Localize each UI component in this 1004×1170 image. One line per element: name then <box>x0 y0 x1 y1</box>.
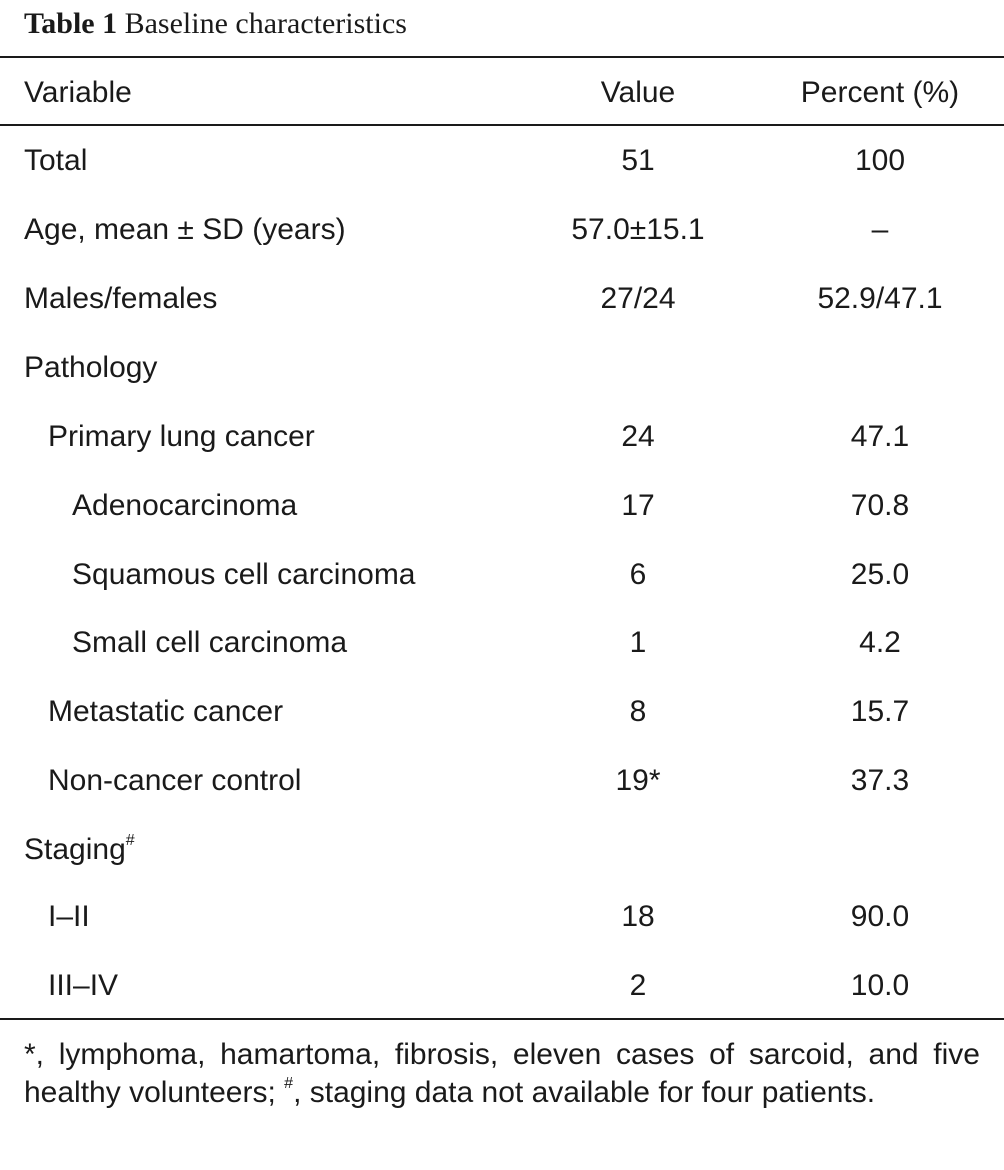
table-row <box>0 815 1004 884</box>
row-value: 51 <box>621 144 655 177</box>
table-row <box>0 195 1004 264</box>
table-row <box>0 471 1004 540</box>
table-caption-label: Table 1 <box>24 7 118 40</box>
row-variable: Primary lung cancer <box>48 420 315 453</box>
row-value: 6 <box>629 558 647 591</box>
row-percent: 90.0 <box>850 900 910 933</box>
table-row <box>0 677 1004 746</box>
row-variable: Small cell carcinoma <box>72 626 348 659</box>
row-variable: Adenocarcinoma <box>72 489 298 522</box>
row-value: 2 <box>629 969 647 1002</box>
row-value: 1 <box>629 626 647 659</box>
footnote-text-part1: *, lymphoma, hamartoma, fibrosis, eleven cases of sarcoid, and five healthy volunteers; <box>24 1038 980 1109</box>
header-variable: Variable <box>24 76 132 109</box>
table-row <box>0 882 1004 951</box>
row-value: 24 <box>621 420 655 453</box>
row-value: 27/24 <box>600 282 676 315</box>
table-row <box>0 540 1004 609</box>
header-percent: Percent (%) <box>800 76 960 109</box>
row-variable: Non-cancer control <box>48 764 302 797</box>
table-header-row <box>0 58 1004 127</box>
row-percent: – <box>871 213 889 246</box>
table-caption-title: Baseline characteristics <box>124 7 407 40</box>
row-variable: Metastatic cancer <box>48 695 284 728</box>
table-row <box>0 608 1004 677</box>
row-percent: 47.1 <box>850 420 910 453</box>
row-percent: 10.0 <box>850 969 910 1002</box>
table-row <box>0 126 1004 195</box>
row-value: 57.0±15.1 <box>571 213 705 246</box>
row-value: 17 <box>621 489 655 522</box>
row-value: 18 <box>621 900 655 933</box>
table-row <box>0 264 1004 333</box>
table-row <box>0 951 1004 1020</box>
header-value: Value <box>600 76 676 109</box>
footnote-superscript: # <box>284 1075 294 1092</box>
row-percent: 52.9/47.1 <box>817 282 943 315</box>
row-variable-with-superscript <box>24 815 135 884</box>
row-variable: Squamous cell carcinoma <box>72 558 416 591</box>
row-variable: Staging <box>24 833 126 866</box>
row-value: 19* <box>615 764 661 797</box>
table-caption <box>24 4 407 44</box>
row-variable-superscript: # <box>125 832 135 849</box>
row-variable: Total <box>24 144 88 177</box>
row-percent: 15.7 <box>850 695 910 728</box>
row-variable: Males/females <box>24 282 218 315</box>
table-footnote <box>24 1036 980 1112</box>
row-percent: 100 <box>854 144 906 177</box>
row-variable: Age, mean ± SD (years) <box>24 213 346 246</box>
row-value: 8 <box>629 695 647 728</box>
row-percent: 25.0 <box>850 558 910 591</box>
table-row <box>0 333 1004 402</box>
row-variable: III–IV <box>48 969 119 1002</box>
row-percent: 37.3 <box>850 764 910 797</box>
footnote-text-part2: , staging data not available for four patients. <box>293 1076 876 1109</box>
row-percent: 4.2 <box>859 626 901 659</box>
table-row <box>0 746 1004 815</box>
bottom-rule <box>0 1018 1004 1020</box>
row-variable: Pathology <box>24 351 158 384</box>
row-percent: 70.8 <box>850 489 910 522</box>
table-row <box>0 402 1004 471</box>
row-variable: I–II <box>48 900 90 933</box>
